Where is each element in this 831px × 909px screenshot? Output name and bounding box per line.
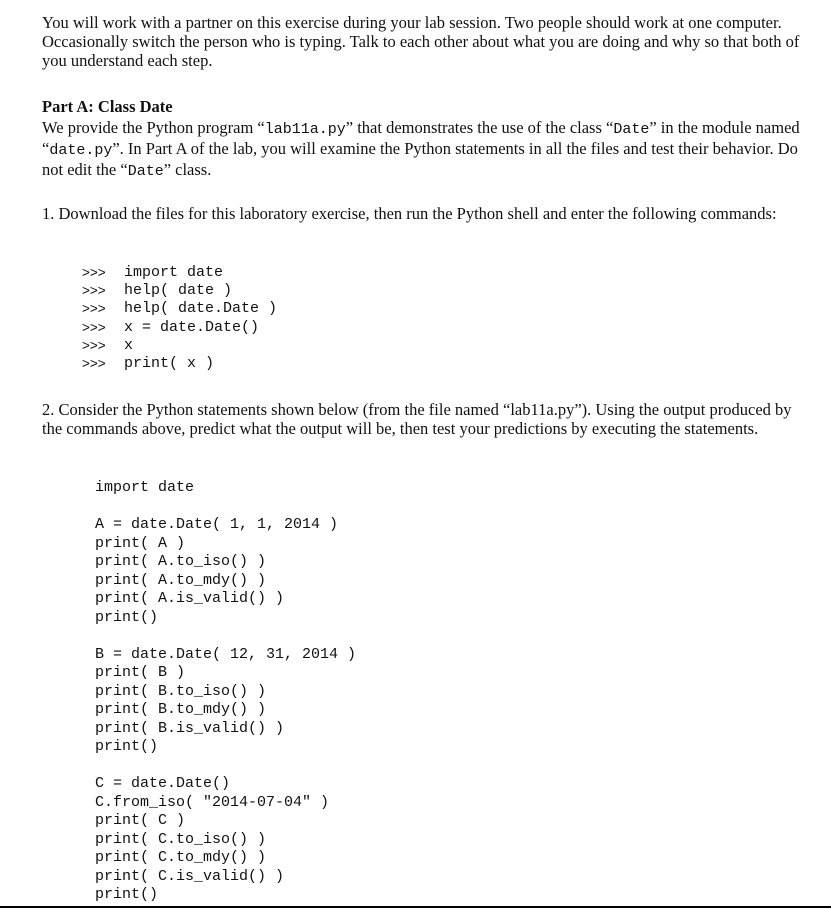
shell-prompt: >>> — [82, 355, 106, 371]
shell-line — [82, 319, 277, 337]
code-line: print( B.to_iso() ) — [95, 682, 267, 700]
code-line: print( B.to_mdy() ) — [95, 701, 267, 718]
shell-commands — [82, 264, 277, 373]
code-line: A = date.Date( 1, 1, 2014 ) — [95, 516, 339, 533]
part-a-heading: Part A: Class Date — [42, 97, 173, 116]
shell-command: import date — [124, 264, 224, 281]
code-line: print( C ) — [95, 812, 186, 829]
code-line: print( B.is_valid() ) — [95, 719, 285, 737]
class-name-code: Date — [613, 121, 650, 138]
shell-line — [82, 300, 277, 318]
code-line: print( A.is_valid() ) — [95, 590, 285, 607]
shell-line — [82, 282, 277, 300]
code-line: print( B ) — [95, 664, 186, 681]
shell-command: x — [124, 336, 134, 354]
shell-command: help( date ) — [124, 282, 233, 300]
code-line: print( C.is_valid() ) — [95, 867, 285, 885]
code-line: print( A.to_iso() ) — [95, 553, 267, 570]
module-name-code: date.py — [49, 142, 113, 159]
shell-command: print( x ) — [124, 354, 215, 372]
code-line: print( A.to_mdy() ) — [95, 571, 267, 589]
step-1-instruction: 1. Download the files for this laboratory exercise, then run the Python shell and enter the following commands: — [42, 204, 777, 223]
code-line: print( C.to_mdy() ) — [95, 849, 267, 866]
shell-line — [82, 355, 277, 373]
shell-prompt: >>> — [82, 265, 106, 280]
code-line: print( A ) — [95, 534, 186, 552]
page-bottom-rule — [0, 906, 831, 908]
code-listing — [95, 479, 356, 905]
part-a-paragraph: We provide the Python program “lab11a.py” that demonstrates the use of the class “Date” in the module named “date.py”. In Part A of the lab, you will examine the Python statements in all the files and test their behavior. Do not edit the “Date” class. — [42, 118, 800, 180]
code-line: print() — [95, 608, 159, 626]
shell-command: help( date.Date ) — [124, 300, 278, 318]
class-name-code: Date — [127, 163, 164, 180]
shell-command: x = date.Date() — [124, 318, 260, 336]
code-line: import date — [95, 479, 195, 496]
shell-prompt: >>> — [82, 301, 106, 317]
shell-line — [82, 264, 277, 282]
step-2-instruction: 2. Consider the Python statements shown below (from the file named “lab11a.py”). Using the output produced by the commands above, predict what the output will be, then test your predictions by executing the statements. — [42, 400, 792, 438]
code-line: print() — [95, 738, 159, 755]
code-line: print() — [95, 886, 159, 903]
intro-paragraph: You will work with a partner on this exercise during your lab session. Two people should work at one computer. Occasionally switch the person who is typing. Talk to each other about what you are doing and why so that both of you understand each step. — [42, 13, 800, 70]
code-line: C.from_iso( "2014-07-04" ) — [95, 793, 330, 811]
shell-prompt: >>> — [82, 283, 106, 299]
shell-prompt: >>> — [82, 337, 106, 353]
code-line: B = date.Date( 12, 31, 2014 ) — [95, 645, 357, 663]
file-name-code: lab11a.py — [264, 121, 346, 138]
shell-line — [82, 337, 277, 355]
shell-prompt: >>> — [82, 319, 106, 335]
code-line: C = date.Date() — [95, 775, 231, 792]
code-line: print( C.to_iso() ) — [95, 830, 267, 848]
